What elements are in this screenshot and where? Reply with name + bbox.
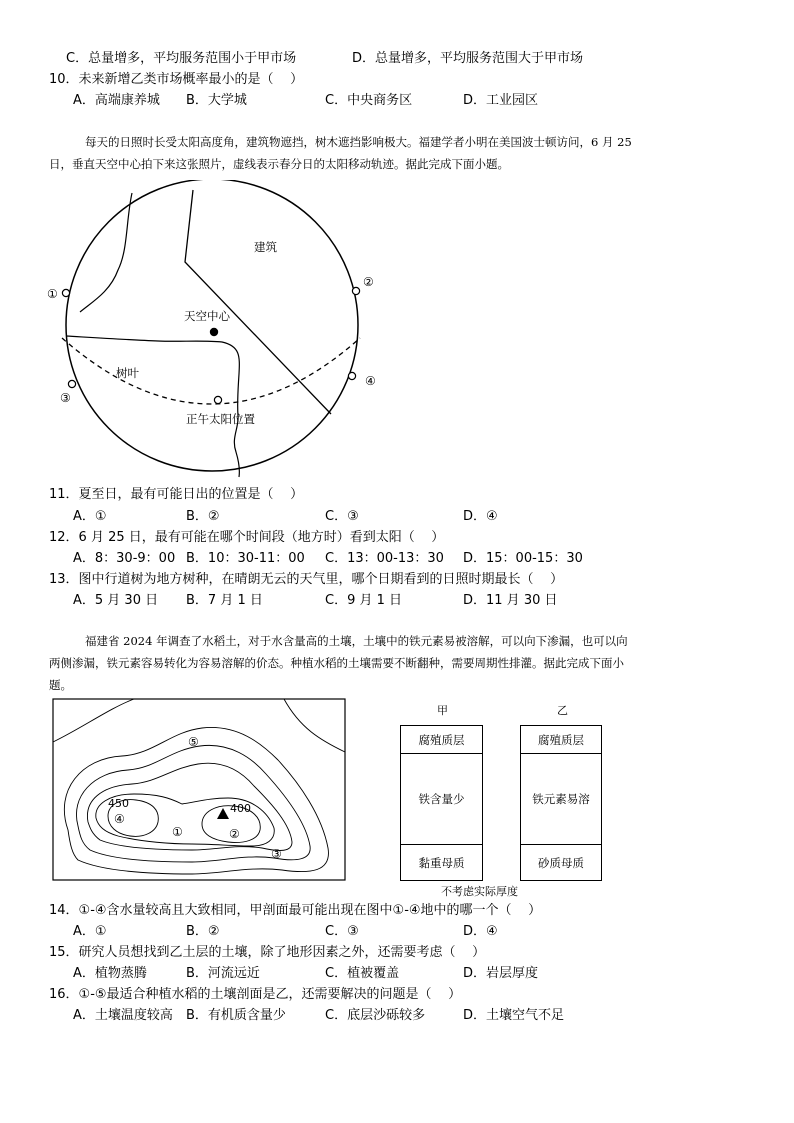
- q12-option-a: A．8：30-9：00: [73, 551, 176, 566]
- q13-option-a: A．5 月 30 日: [73, 593, 159, 608]
- building-label: 建筑: [254, 240, 277, 254]
- q15-option-a: A．植物蒸腾: [73, 966, 147, 981]
- q12-option-c: C．13：00-13：30: [325, 551, 444, 566]
- contour-450-label: 450: [108, 797, 129, 810]
- map-point-2-label: ②: [229, 827, 240, 841]
- intro2-line2: 两侧渗漏，铁元素容易转化为容易溶解的价态。种植水稻的土壤需要不断翻种，需要周期性排灌。据此完成下面小: [49, 656, 624, 670]
- question-15-stem: 15．研究人员想找到乙土层的土壤，除了地形因素之外，还需要考虑（ ）: [49, 945, 486, 960]
- q14-option-a: A．①: [73, 924, 107, 939]
- contour-400-label: 400: [230, 802, 251, 815]
- noon-sun-label: 正午太阳位置: [186, 412, 255, 426]
- sky-photo-figure: [40, 180, 380, 480]
- sky-center-label: 天空中心: [184, 309, 230, 323]
- question-14-stem: 14．①-④含水量较高且大致相同，甲剖面最可能出现在图中①-④地中的哪一个（ ）: [49, 903, 542, 918]
- q14-option-d: D．④: [463, 924, 498, 939]
- q13-option-b: B．7 月 1 日: [186, 593, 263, 608]
- map-point-5-label: ⑤: [188, 735, 199, 749]
- jia-humus-layer: 腐殖质层: [401, 726, 482, 754]
- point-1-marker: [62, 289, 69, 296]
- option-c: C．总量增多，平均服务范围小于甲市场: [66, 51, 297, 66]
- q12-option-b: B．10：30-11：00: [186, 551, 305, 566]
- q13-option-d: D．11 月 30 日: [463, 593, 558, 608]
- q10-option-d: D．工业园区: [463, 93, 539, 108]
- point-3-label: ③: [60, 391, 71, 405]
- q15-option-b: B．河流远近: [186, 966, 260, 981]
- profile-jia: [400, 725, 483, 881]
- building-edge: [185, 190, 331, 414]
- question-11-stem: 11．夏至日，最有可能日出的位置是（ ）: [49, 487, 304, 502]
- question-10-stem: 10．未来新增乙类市场概率最小的是（ ）: [49, 72, 304, 87]
- intro-paragraph-1: [49, 131, 779, 175]
- yi-parent-material: 砂质母质: [521, 844, 601, 880]
- jia-middle-layer: 铁含量少: [418, 792, 465, 806]
- q14-option-c: C．③: [325, 924, 359, 939]
- point-1-label: ①: [47, 287, 58, 301]
- q10-option-a: A．高端康养城: [73, 93, 160, 108]
- q11-option-d: D．④: [463, 509, 498, 524]
- point-2-label: ②: [363, 275, 374, 289]
- point-2-marker: [352, 287, 359, 294]
- q11-option-a: A．①: [73, 509, 107, 524]
- question-13-stem: 13．图中行道树为地方树种，在晴朗无云的天气里，哪个日期看到的日照时期最长（ ）: [49, 572, 564, 587]
- profile-jia-title: 甲: [437, 704, 448, 717]
- question-16-stem: 16．①-⑤最适合种植水稻的土壤剖面是乙，还需要解决的问题是（ ）: [49, 987, 462, 1002]
- tree-label: 树叶: [116, 366, 139, 380]
- q11-option-b: B．②: [186, 509, 220, 524]
- point-4-label: ④: [365, 374, 376, 388]
- intro1-line1: 每天的日照时长受太阳高度角，建筑物遮挡，树木遮挡影响极大。福建学者小明在美国波士顿访问，6 月 25: [85, 135, 632, 149]
- tree-edge-lower: [66, 336, 239, 477]
- q10-option-c: C．中央商务区: [325, 93, 413, 108]
- q16-option-a: A．土壤温度较高: [73, 1008, 173, 1023]
- tree-edge-upper: [80, 193, 132, 312]
- noon-sun-marker: [214, 396, 221, 403]
- question-12-stem: 12．6 月 25 日，最有可能在哪个时间段（地方时）看到太阳（ ）: [49, 530, 445, 545]
- q15-option-d: D．岩层厚度: [463, 966, 539, 981]
- map-point-4-label: ④: [114, 812, 125, 826]
- q13-option-c: C．9 月 1 日: [325, 593, 403, 608]
- intro-paragraph-2: [49, 630, 779, 696]
- q16-option-c: C．底层沙砾较多: [325, 1008, 426, 1023]
- sky-circle: [66, 180, 358, 471]
- q16-option-d: D．土壤空气不足: [463, 1008, 565, 1023]
- q12-option-d: D．15：00-15：30: [463, 551, 583, 566]
- intro2-line3: 题。: [49, 678, 72, 692]
- profile-yi: [520, 725, 602, 881]
- yi-humus-layer: 腐殖质层: [521, 726, 601, 754]
- map-point-3-label: ③: [271, 847, 282, 861]
- q14-option-b: B．②: [186, 924, 220, 939]
- point-4-marker: [348, 372, 355, 379]
- yi-middle-layer: 铁元素易溶: [532, 792, 590, 806]
- q15-option-c: C．植被覆盖: [325, 966, 400, 981]
- contour-map: [52, 698, 346, 882]
- q10-option-b: B．大学城: [186, 93, 247, 108]
- intro1-line2: 日，垂直天空中心拍下来这张照片，虚线表示春分日的太阳移动轨迹。据此完成下面小题。: [49, 157, 509, 171]
- map-point-1-label: ①: [172, 825, 183, 839]
- option-d: D．总量增多，平均服务范围大于甲市场: [352, 51, 584, 66]
- equinox-sun-path: [62, 338, 360, 404]
- q16-option-b: B．有机质含量少: [186, 1008, 286, 1023]
- intro2-line1: 福建省 2024 年调查了水稻土，对于水含量高的土壤，土壤中的铁元素易被溶解，可以向下渗漏，也可以向: [85, 634, 628, 648]
- point-3-marker: [68, 380, 75, 387]
- q11-option-c: C．③: [325, 509, 359, 524]
- sky-center-dot: [210, 328, 218, 336]
- profile-note: 不考虑实际厚度: [441, 885, 518, 898]
- profile-yi-title: 乙: [557, 704, 568, 717]
- jia-parent-material: 黏重母质: [401, 844, 482, 880]
